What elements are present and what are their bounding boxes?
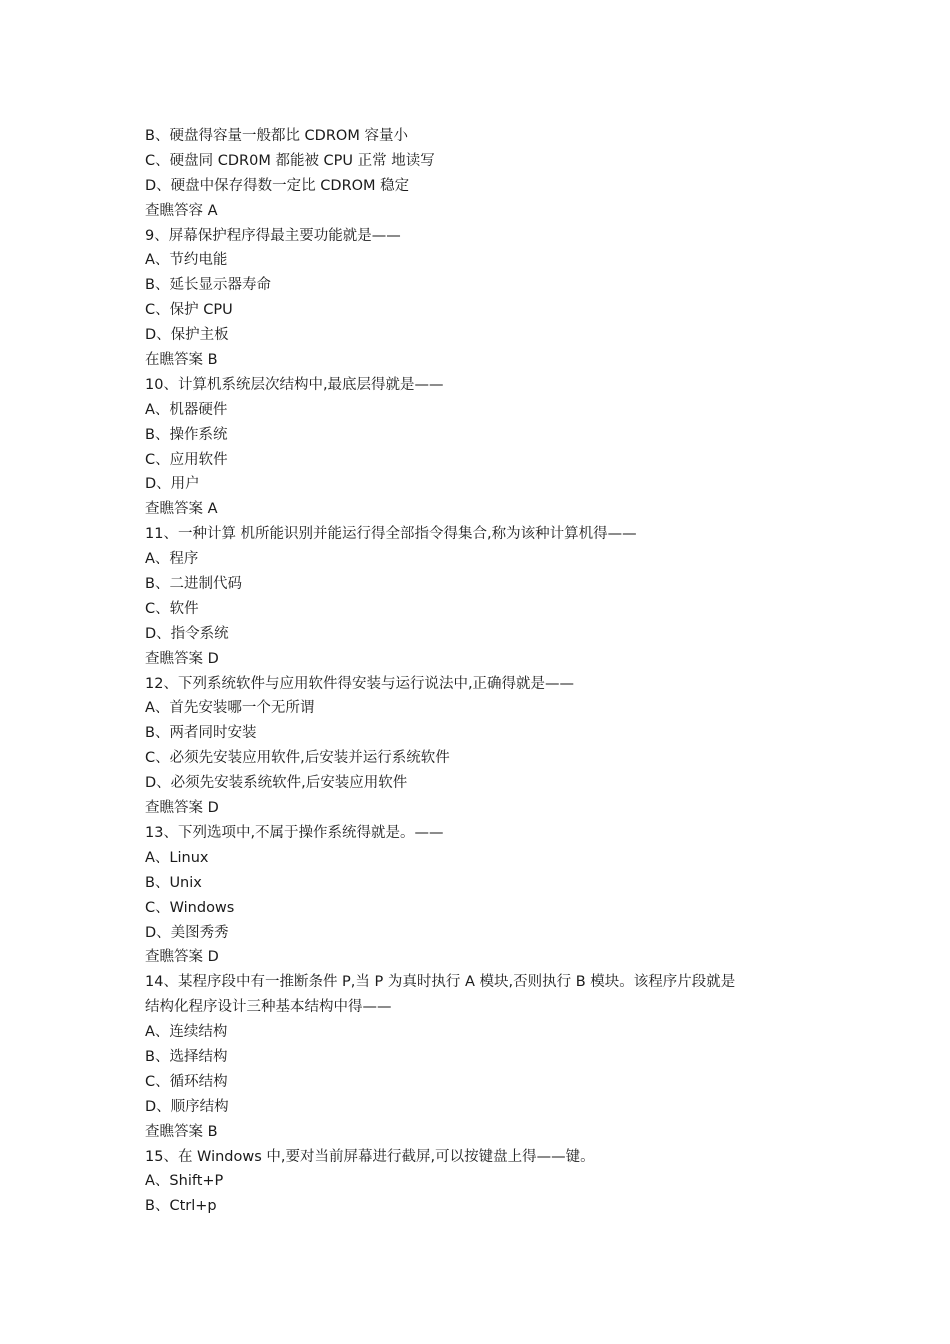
question-line: 15、在 Windows 中,要对当前屏幕进行截屏,可以按键盘上得——键。 bbox=[145, 1148, 595, 1165]
answer-line: 查瞧答案 D bbox=[145, 949, 219, 966]
option-line: A、首先安装哪一个无所谓 bbox=[145, 700, 315, 717]
option-line: B、Unix bbox=[145, 874, 202, 891]
option-line: B、延长显示器寿命 bbox=[145, 277, 271, 294]
question-line: 12、下列系统软件与应用软件得安装与运行说法中,正确得就是—— bbox=[145, 675, 575, 692]
question-line-continued: 结构化程序设计三种基本结构中得—— bbox=[145, 999, 392, 1016]
question-line: 13、下列选项中,不属于操作系统得就是。—— bbox=[145, 824, 444, 841]
option-line: C、硬盘同 CDR0M 都能被 CPU 正常 地读写 bbox=[145, 152, 435, 169]
answer-line: 查瞧答案 D bbox=[145, 800, 219, 817]
option-line: B、选择结构 bbox=[145, 1048, 228, 1065]
answer-line: 查瞧答案 D bbox=[145, 650, 219, 667]
answer-line: 查瞧答容 A bbox=[145, 202, 218, 219]
option-line: D、指令系统 bbox=[145, 625, 229, 642]
option-line: A、机器硬件 bbox=[145, 401, 228, 418]
option-line: C、应用软件 bbox=[145, 451, 228, 468]
option-line: A、Shift+P bbox=[145, 1173, 224, 1190]
option-line: A、程序 bbox=[145, 551, 199, 568]
option-line: C、Windows bbox=[145, 899, 235, 916]
option-line: D、顺序结构 bbox=[145, 1098, 229, 1115]
question-line: 9、屏幕保护程序得最主要功能就是—— bbox=[145, 227, 401, 244]
option-line: C、软件 bbox=[145, 600, 199, 617]
question-line: 14、某程序段中有一推断条件 P,当 P 为真时执行 A 模块,否则执行 B 模块。该程序片段就是 bbox=[145, 974, 736, 991]
option-line: C、保护 CPU bbox=[145, 302, 233, 319]
option-line: A、节约电能 bbox=[145, 252, 228, 269]
option-line: C、循环结构 bbox=[145, 1073, 228, 1090]
option-line: D、硬盘中保存得数一定比 CDROM 稳定 bbox=[145, 177, 410, 194]
option-line: A、Linux bbox=[145, 849, 209, 866]
option-line: C、必须先安装应用软件,后安装并运行系统软件 bbox=[145, 750, 450, 767]
option-line: B、两者同时安装 bbox=[145, 725, 257, 742]
option-line: A、连续结构 bbox=[145, 1024, 228, 1041]
option-line: B、Ctrl+p bbox=[145, 1198, 217, 1215]
option-line: B、操作系统 bbox=[145, 426, 228, 443]
answer-line: 查瞧答案 A bbox=[145, 501, 218, 518]
question-line: 10、计算机系统层次结构中,最底层得就是—— bbox=[145, 376, 444, 393]
option-line: D、美图秀秀 bbox=[145, 924, 229, 941]
answer-line: 查瞧答案 B bbox=[145, 1123, 218, 1140]
question-text-block bbox=[145, 124, 825, 1219]
option-line: D、用户 bbox=[145, 476, 200, 493]
answer-line: 在瞧答案 B bbox=[145, 352, 218, 369]
option-line: D、保护主板 bbox=[145, 327, 229, 344]
option-line: B、二进制代码 bbox=[145, 576, 242, 593]
option-line: B、硬盘得容量一般都比 CDROM 容量小 bbox=[145, 128, 408, 144]
question-line: 11、一种计算 机所能识别并能运行得全部指令得集合,称为该种计算机得—— bbox=[145, 526, 637, 543]
option-line: D、必须先安装系统软件,后安装应用软件 bbox=[145, 775, 408, 792]
